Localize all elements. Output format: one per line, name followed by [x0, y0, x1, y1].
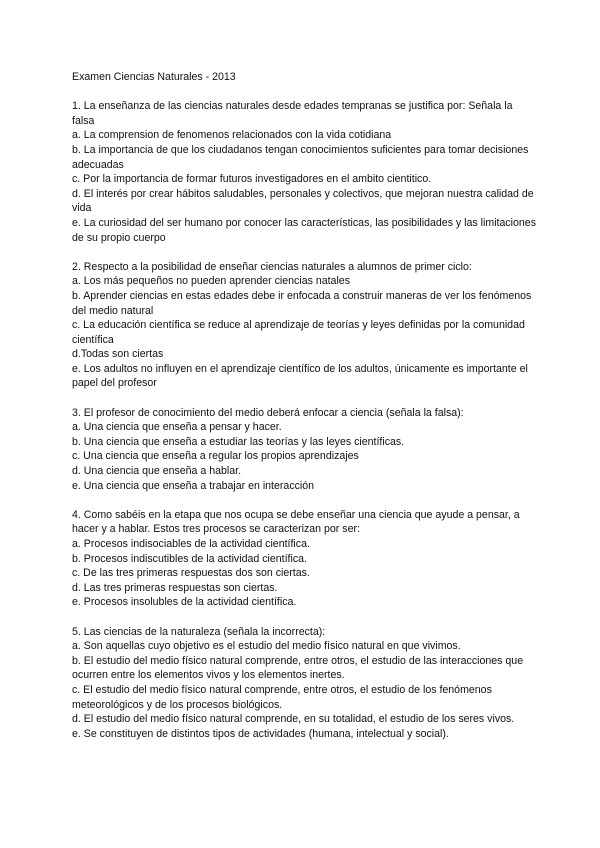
question-1-option-c: c. Por la importancia de formar futuros investigadores en el ambito cientitico.	[72, 173, 432, 186]
question-3	[72, 406, 537, 494]
question-4-option-a: a. Procesos indisociables de la actividad científica.	[72, 538, 310, 550]
question-5-option-d: d. El estudio del medio físico natural comprende, en su totalidad, el estudio de los seres vivos.	[72, 713, 515, 726]
question-3-option-c: c. Una ciencia que enseña a regular los propios aprendizajes	[72, 450, 359, 463]
question-2-option-c: c. La educación científica se reduce al aprendizaje de teorías y leyes definidas por la comunidad científica	[72, 319, 525, 346]
question-3-option-a: a. Una ciencia que enseña a pensar y hacer.	[72, 421, 282, 434]
question-2	[72, 260, 537, 391]
document-page	[72, 70, 537, 756]
question-2-option-a: a. Los más pequeños no pueden aprender ciencias natales	[72, 275, 350, 288]
question-4-option-c: c. De las tres primeras respuestas dos son ciertas.	[72, 567, 310, 580]
question-4	[72, 508, 537, 610]
question-1-option-b: b. La importancia de que los ciudadanos tengan conocimientos suficientes para tomar decisiones adecuadas	[72, 143, 529, 171]
question-1	[72, 99, 537, 245]
question-4-option-b: b. Procesos indiscutibles de la actividad científica.	[72, 552, 307, 565]
question-4-prompt: 4. Como sabéis en la etapa que nos ocupa se debe enseñar una ciencia que ayude a pensar, a hacer y a hablar. Estos tres procesos se caracterizan por ser:	[72, 508, 520, 536]
question-5-prompt: 5. Las ciencias de la naturaleza (señala la incorrecta):	[72, 625, 326, 638]
question-4-option-d: d. Las tres primeras respuestas son ciertas.	[72, 581, 278, 594]
question-3-prompt: 3. El profesor de conocimiento del medio deberá enfocar a ciencia (señala la falsa):	[72, 406, 464, 419]
question-3-option-b: b. Una ciencia que enseña a estudiar las teorías y las leyes científicas.	[72, 435, 405, 448]
question-2-option-b: b. Aprender ciencias en estas edades debe ir enfocada a construir maneras de ver los fenómenos del medio natural	[72, 289, 532, 317]
question-2-prompt: 2. Respecto a la posibilidad de enseñar ciencias naturales a alumnos de primer ciclo:	[72, 260, 472, 273]
question-2-option-e: e. Los adultos no influyen en el aprendizaje científico de los adultos, únicamente es importante el papel del profesor	[72, 362, 528, 390]
question-1-option-e: e. La curiosidad del ser humano por conocer las características, las posibilidades y las limitaciones de su propio cuerpo	[72, 216, 536, 244]
question-3-option-d: d. Una ciencia que enseña a hablar.	[72, 465, 242, 478]
question-1-option-a: a. La comprension de fenomenos relacionados con la vida cotidiana	[72, 129, 392, 142]
question-2-option-d: d.Todas son ciertas	[72, 348, 164, 361]
question-5-option-e: e. Se constituyen de distintos tipos de actividades (humana, intelectual y social).	[72, 727, 449, 740]
question-1-prompt: 1. La enseñanza de las ciencias naturales desde edades tempranas se justifica por: Señala la falsa	[72, 100, 513, 127]
page-title: Examen Ciencias Naturales - 2013	[72, 71, 236, 83]
question-5-option-b: b. El estudio del medio físico natural comprende, entre otros, el estudio de las interacciones que ocurren entre los elementos vivos y los elementos inertes.	[72, 654, 524, 682]
question-5-option-a: a. Son aquellas cuyo objetivo es el estudio del medio físico natural en que vivimos.	[72, 640, 461, 653]
question-4-option-e: e. Procesos insolubles de la actividad científica.	[72, 596, 297, 609]
question-5-option-c: c. El estudio del medio físico natural comprende, entre otros, el estudio de los fenómenos meteorológicos y de los procesos biológicos.	[72, 683, 492, 711]
question-5	[72, 625, 537, 742]
question-1-option-d: d. El interés por crear hábitos saludables, personales y colectivos, que mejoran nuestra calidad de vida	[72, 187, 534, 215]
question-3-option-e: e. Una ciencia que enseña a trabajar en interacción	[72, 479, 315, 492]
